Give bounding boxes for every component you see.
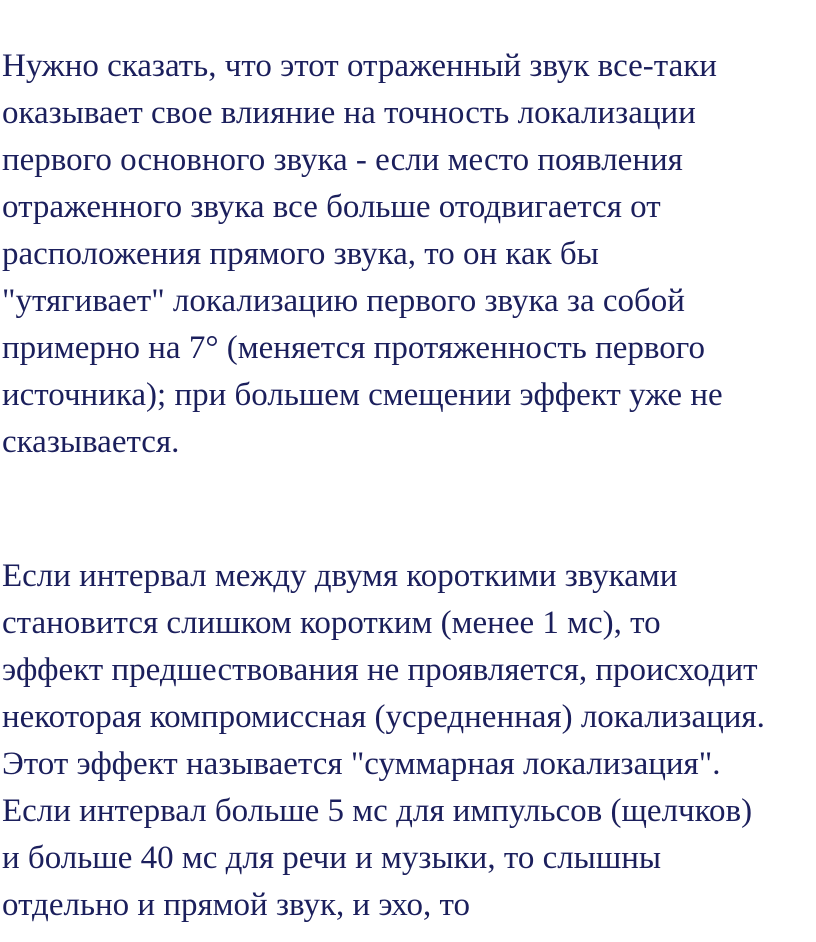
paragraph-2-line: отдельно и прямой звук, и эхо, то bbox=[2, 887, 470, 923]
paragraph-1-line: расположения прямого звука, то он как бы bbox=[2, 236, 599, 272]
paragraph-2-line: Этот эффект называется "суммарная локализация". bbox=[2, 746, 721, 782]
paragraph-1-line: примерно на 7° (меняется протяженность первого bbox=[2, 330, 705, 366]
paragraph-1-line: источника); при большем смещении эффект уже не bbox=[2, 377, 723, 413]
paragraph-1 bbox=[2, 43, 723, 466]
paragraph-1-line: Нужно сказать, что этот отраженный звук все-таки bbox=[2, 48, 717, 84]
paragraph-1-line: первого основного звука - если место появления bbox=[2, 142, 683, 178]
paragraph-1-line: сказывается. bbox=[2, 424, 180, 460]
paragraph-1-line: оказывает свое влияние на точность локализации bbox=[2, 95, 696, 131]
paragraph-2-line: некоторая компромиссная (усредненная) локализация. bbox=[2, 699, 765, 735]
paragraph-2-line: и больше 40 мс для речи и музыки, то слышны bbox=[2, 840, 662, 876]
paragraph-1-line: "утягивает" локализацию первого звука за собой bbox=[2, 283, 685, 319]
paragraph-2 bbox=[2, 553, 765, 929]
paragraph-2-line: эффект предшествования не проявляется, происходит bbox=[2, 652, 758, 688]
paragraph-1-line: отраженного звука все больше отодвигается от bbox=[2, 189, 661, 225]
paragraph-2-line: становится слишком коротким (менее 1 мс), то bbox=[2, 605, 661, 641]
paragraph-2-line: Если интервал больше 5 мс для импульсов (щелчков) bbox=[2, 793, 753, 829]
paragraph-2-line: Если интервал между двумя короткими звуками bbox=[2, 558, 678, 594]
